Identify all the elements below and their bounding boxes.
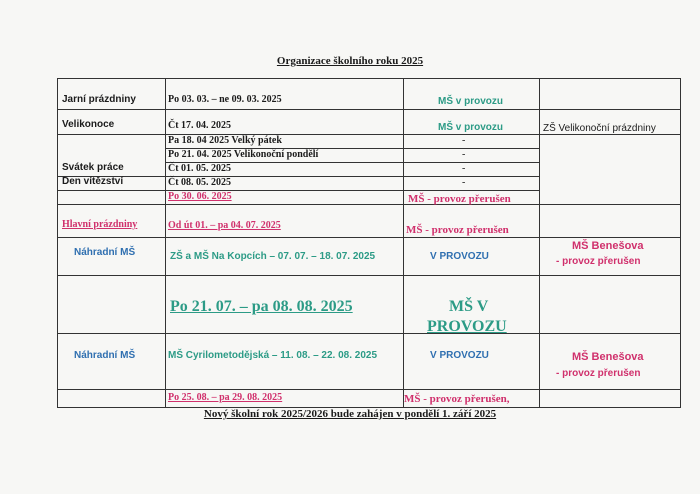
row-date: Po 21. 04. 2025 Velikonoční pondělí <box>168 149 319 160</box>
row-divider <box>58 389 680 390</box>
row-divider <box>58 109 680 110</box>
row-status: MŠ v provozu <box>438 122 504 133</box>
row-date: Po 30. 06. 2025 <box>168 191 232 202</box>
row-divider <box>58 237 680 238</box>
row-status: PROVOZU <box>427 318 507 335</box>
row-divider <box>58 275 680 276</box>
row-date: ZŠ a MŠ Na Kopcích – 07. 07. – 18. 07. 2025 <box>170 251 376 262</box>
row-status: MŠ v provozu <box>438 96 504 107</box>
row-date: MŠ Cyrilometodějská – 11. 08. – 22. 08. 2025 <box>168 350 378 361</box>
row-date: Po 21. 07. – pa 08. 08. 2025 <box>170 298 353 315</box>
row-note: ZŠ Velikonoční prázdniny <box>543 123 656 134</box>
row-date: Čt 01. 05. 2025 <box>168 163 232 174</box>
row-status: - <box>462 149 466 160</box>
row-note: MŠ Benešova <box>572 240 644 252</box>
row-label: Náhradní MŠ <box>74 247 136 258</box>
row-status: - <box>462 135 466 146</box>
column-divider <box>403 79 404 407</box>
row-date: Od út 01. – pa 04. 07. 2025 <box>168 220 281 231</box>
row-divider <box>58 190 539 191</box>
row-date: Pa 18. 04 2025 Velký pátek <box>168 135 282 146</box>
row-divider <box>58 333 680 334</box>
row-date: Po 03. 03. – ne 09. 03. 2025 <box>168 94 282 105</box>
row-divider <box>58 176 539 177</box>
row-status: MŠ V <box>449 298 489 315</box>
row-status: - <box>462 163 466 174</box>
row-label: Velikonoce <box>62 119 115 130</box>
row-status: - <box>462 177 466 188</box>
page-title: Organizace školního roku 2025 <box>276 55 424 67</box>
row-label: Hlavní prázdniny <box>62 219 138 230</box>
row-note: - provoz přerušen <box>556 368 641 379</box>
footer-note: Nový školní rok 2025/2026 bude zahájen v pondělí 1. září 2025 <box>203 408 497 420</box>
column-divider <box>539 79 540 407</box>
row-date: Čt 17. 04. 2025 <box>168 120 232 131</box>
column-divider <box>165 79 166 407</box>
row-date: Čt 08. 05. 2025 <box>168 177 232 188</box>
row-label: Svátek práce <box>62 162 124 173</box>
row-status: MŠ - provoz přerušen <box>406 224 509 236</box>
row-date: Po 25. 08. – pa 29. 08. 2025 <box>168 392 283 403</box>
row-status: V PROVOZU <box>430 251 489 262</box>
row-label: Den vítězství <box>62 176 124 187</box>
row-status: MŠ - provoz přerušen, <box>404 393 510 405</box>
row-status: MŠ - provoz přerušen <box>408 193 511 205</box>
row-label: Jarní prázdniny <box>62 94 136 105</box>
row-divider <box>58 204 680 205</box>
row-label: Náhradní MŠ <box>74 350 136 361</box>
row-note: - provoz přerušen <box>556 256 641 267</box>
row-note: MŠ Benešova <box>572 351 644 363</box>
row-status: V PROVOZU <box>430 350 489 361</box>
